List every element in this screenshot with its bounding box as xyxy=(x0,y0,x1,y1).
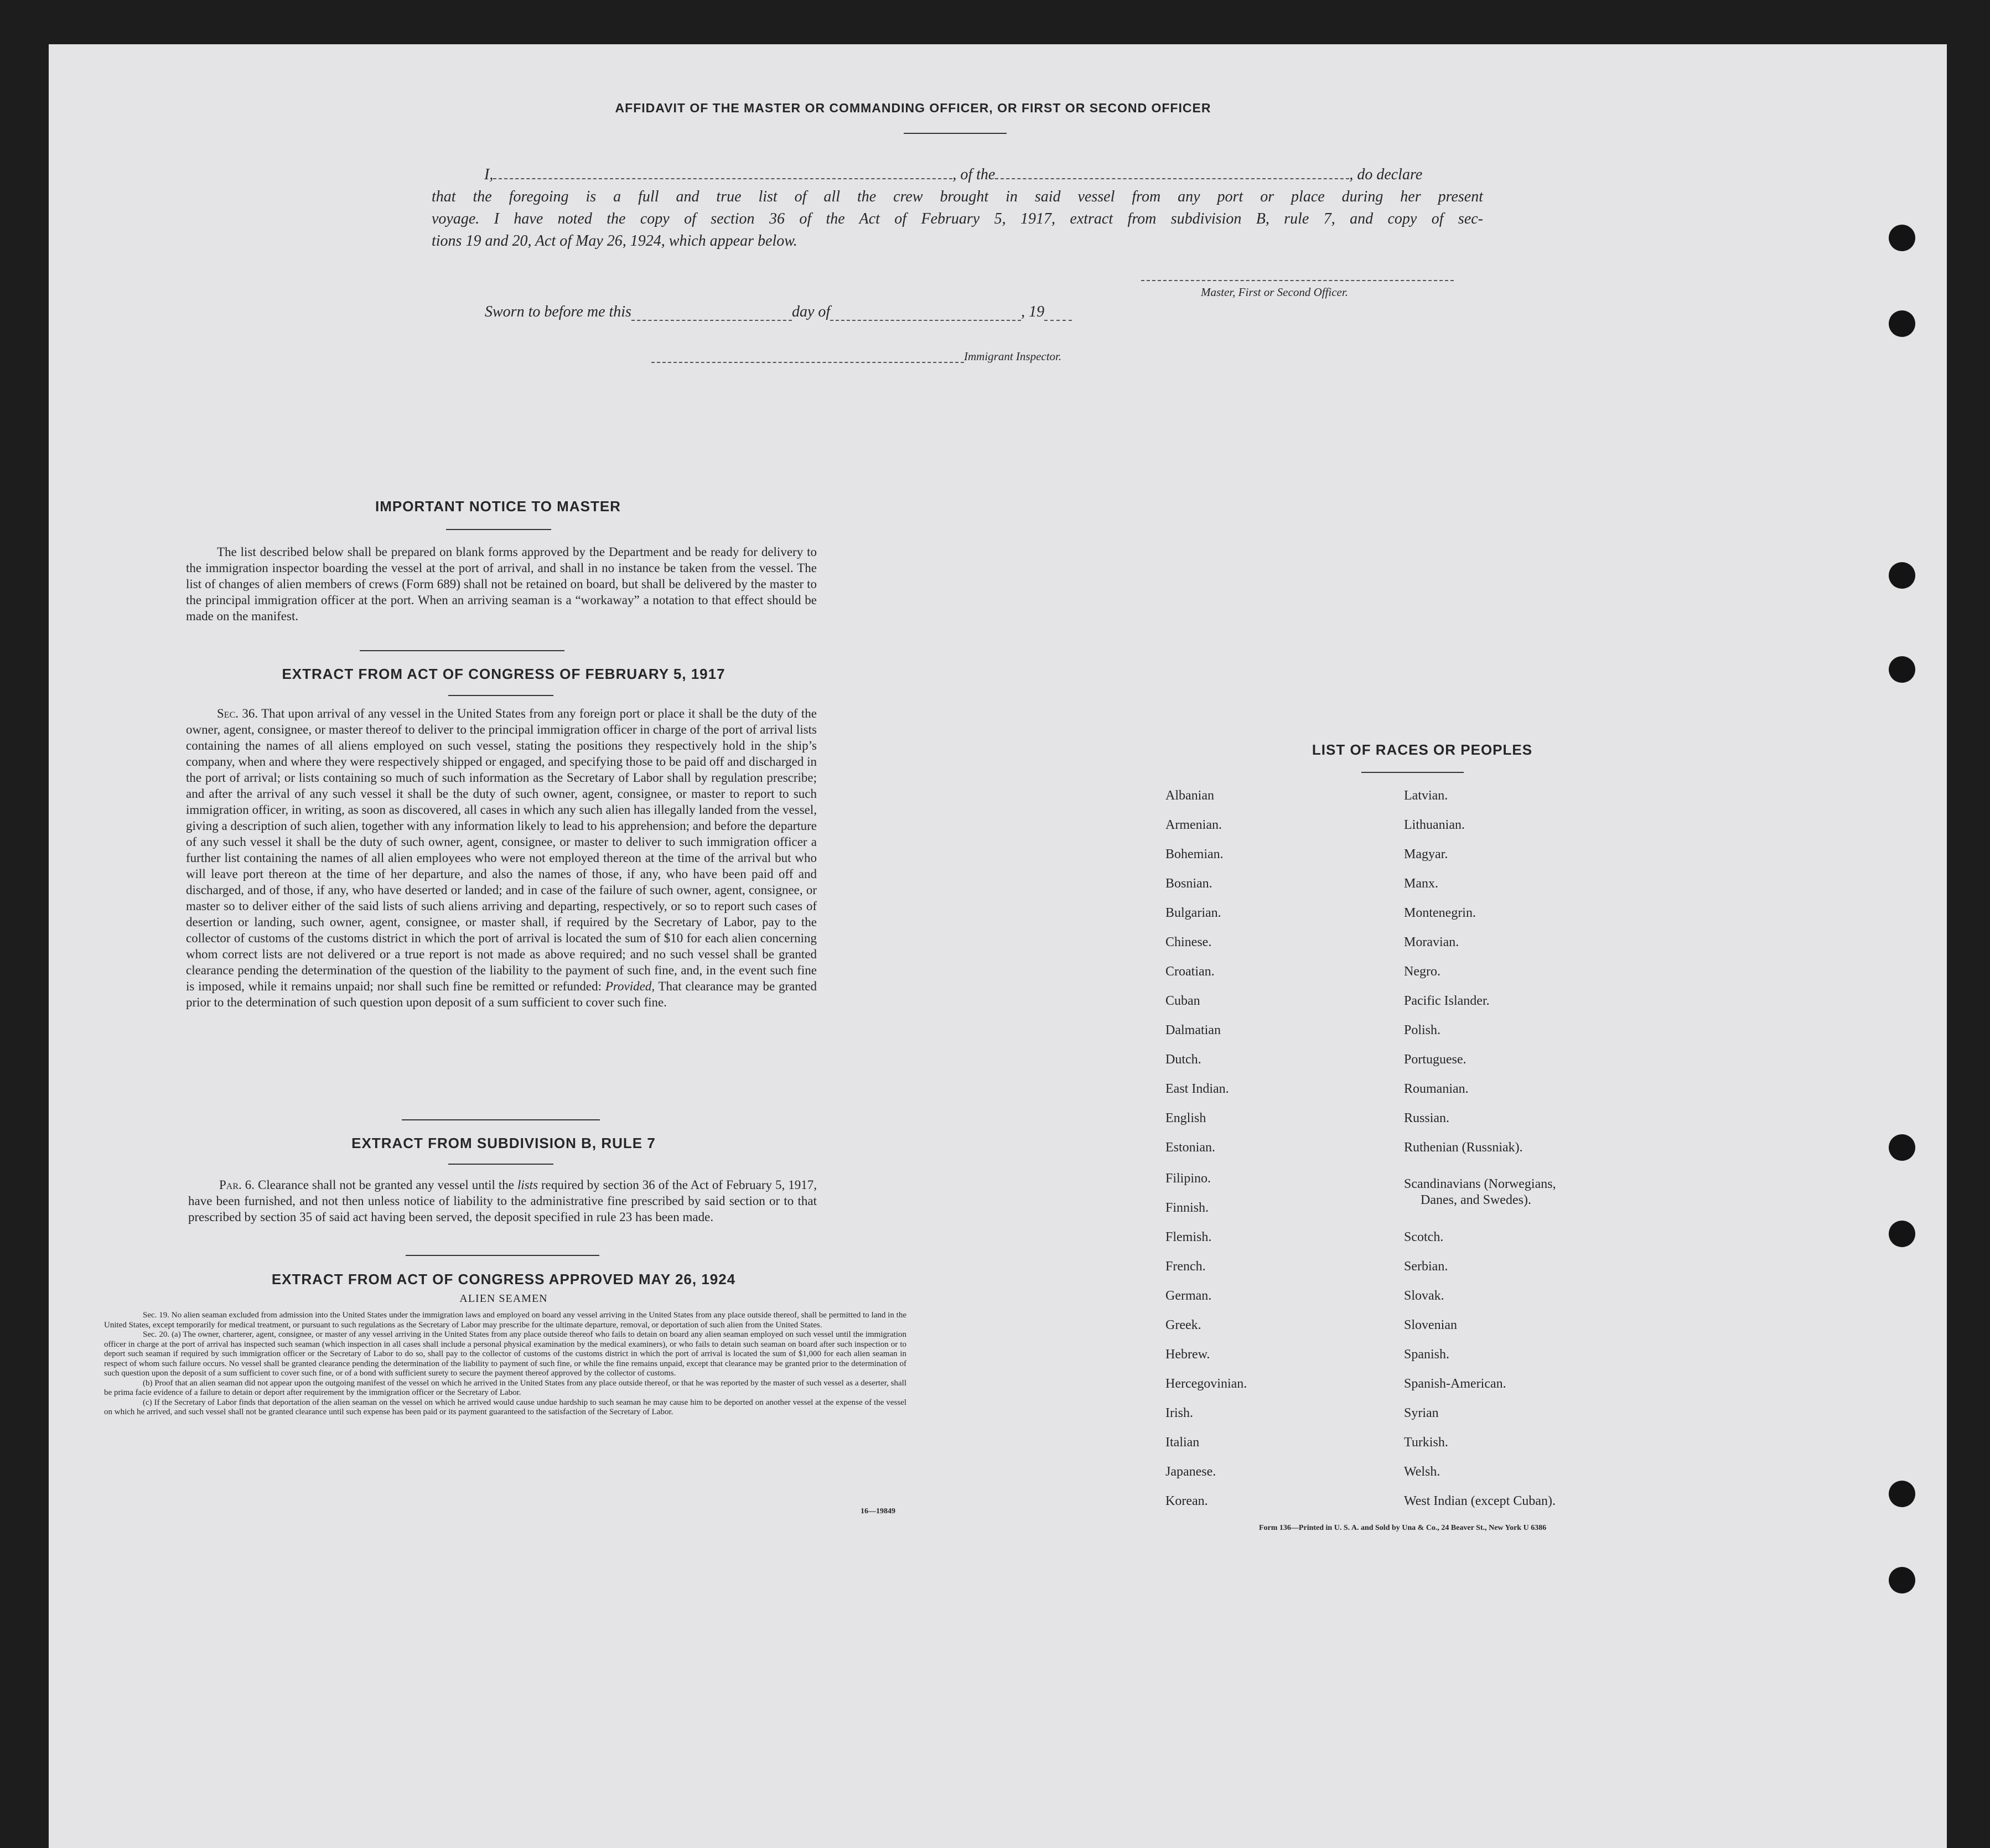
race-item: Russian. xyxy=(1404,1111,1450,1125)
race-item: Cuban xyxy=(1165,994,1200,1008)
alien-seamen-subtitle: ALIEN SEAMEN xyxy=(459,1292,548,1305)
binding-hole xyxy=(1889,562,1915,589)
binding-hole xyxy=(1889,310,1915,337)
race-item: Slovak. xyxy=(1404,1289,1444,1303)
race-item: German. xyxy=(1165,1289,1212,1303)
form-code: 16—19849 xyxy=(861,1507,895,1515)
race-item: Pacific Islander. xyxy=(1404,994,1490,1008)
race-item: Syrian xyxy=(1404,1406,1439,1420)
race-item: Filipino. xyxy=(1165,1171,1211,1186)
day-of-label: day of xyxy=(791,303,831,320)
race-item: Spanish. xyxy=(1404,1347,1450,1362)
race-item: Bulgarian. xyxy=(1165,906,1221,920)
inspector-label: Immigrant Inspector. xyxy=(964,350,1062,363)
race-item: Montenegrin. xyxy=(1404,906,1476,920)
affidavit-declaration xyxy=(432,164,1483,252)
race-item: Scotch. xyxy=(1404,1230,1444,1244)
race-item: Latvian. xyxy=(1404,788,1448,803)
race-item: Hebrew. xyxy=(1165,1347,1210,1362)
race-item: Italian xyxy=(1165,1435,1200,1450)
race-item: Greek. xyxy=(1165,1318,1201,1332)
section-20a-text: Sec. 20. (a) The owner, charterer, agent, consignee, or master of any vessel arriving in the United States from any place outside thereof who fails to detain on board any alien seaman employed on such vessel until the immigration officer in charge at the port of arrival has inspected such seaman (which inspection in all cases shall include a personal physical examination by the medical examiners), or who fails to detain such seaman on board after such inspection or to deport such seaman if required by such immigration officer or the Secretary of Labor to do so, shall pay to the collector of customs of the customs district in which the port of arrival is located the sum of $1,000 for each alien seaman in respect of whom such failure occurs. No vessel shall be granted clearance pending the determination of the liability to payment of such fine, or while the fine remains unpaid, except that clearance may be granted prior to the determination of such question upon the deposit of a sum sufficient to cover such fine, or of a bond with sufficient surety to secure the payment thereof approved by the collector of customs. xyxy=(104,1330,906,1378)
race-item: Polish. xyxy=(1404,1023,1441,1037)
paragraph-6-label: Par. 6. xyxy=(219,1178,255,1192)
race-item: Slovenian xyxy=(1404,1318,1457,1332)
race-item: Spanish-American. xyxy=(1404,1377,1506,1391)
race-item: Moravian. xyxy=(1404,935,1459,949)
affidavit-line4: tions 19 and 20, Act of May 26, 1924, which appear below. xyxy=(432,232,797,250)
race-item-continued: Danes, and Swedes). xyxy=(1421,1193,1531,1207)
divider xyxy=(448,1164,553,1165)
race-item: Roumanian. xyxy=(1404,1082,1469,1096)
affidavit-line3: voyage. I have noted the copy of section 36 of the Act of February 5, 1917, extract from subdivision B, rule 7, and copy of sec- xyxy=(432,210,1483,227)
race-item: Irish. xyxy=(1165,1406,1193,1420)
race-item: Chinese. xyxy=(1165,935,1212,949)
extract-1924-body xyxy=(104,1311,906,1418)
race-item: French. xyxy=(1165,1259,1206,1274)
affidavit-i: I, xyxy=(484,166,494,183)
race-item: Negro. xyxy=(1404,964,1440,979)
divider xyxy=(1361,772,1464,773)
paragraph-6-part-b: required by section 36 of the Act of February 5, 1917, have been furnished, and not then unless notice of liability to the administrative fine prescribed by said section or to that prescribed by section 35 of said act having been served, the deposit specified in rule 23 has been made. xyxy=(188,1178,817,1224)
race-item: Hercegovinian. xyxy=(1165,1377,1247,1391)
binding-hole xyxy=(1889,656,1915,683)
section-36-end: That clearance may be granted prior to the determination of such question upon deposit of a sum sufficient to cover such fine. xyxy=(186,979,817,1009)
race-item: Finnish. xyxy=(1165,1201,1209,1215)
race-item: Welsh. xyxy=(1404,1465,1440,1479)
binding-hole xyxy=(1889,1481,1915,1507)
divider xyxy=(448,695,553,696)
subdivision-title: EXTRACT FROM SUBDIVISION B, RULE 7 xyxy=(351,1135,656,1151)
section-36-label: Sec. 36. xyxy=(217,707,258,720)
divider xyxy=(904,133,1007,134)
divider xyxy=(360,650,564,651)
affidavit-of-the: , of the xyxy=(952,166,996,183)
race-item: Flemish. xyxy=(1165,1230,1212,1244)
sworn-label: Sworn to before me this xyxy=(485,303,631,320)
race-item: Scandinavians (Norwegians, xyxy=(1404,1177,1556,1191)
binding-hole xyxy=(1889,1134,1915,1161)
provided-word: Provided, xyxy=(605,979,655,993)
divider xyxy=(406,1255,599,1256)
race-item: Estonian. xyxy=(1165,1140,1215,1155)
master-signature-label: Master, First or Second Officer. xyxy=(1201,285,1348,299)
affidavit-title: AFFIDAVIT OF THE MASTER OR COMMANDING OFFICER, OR FIRST OR SECOND OFFICER xyxy=(615,101,1211,115)
notice-title: IMPORTANT NOTICE TO MASTER xyxy=(375,498,621,515)
extract-1917-title: EXTRACT FROM ACT OF CONGRESS OF FEBRUARY 5, 1917 xyxy=(282,666,725,682)
divider xyxy=(402,1119,600,1120)
race-item: English xyxy=(1165,1111,1206,1125)
race-item: Dutch. xyxy=(1165,1052,1201,1067)
affidavit-line2: that the foregoing is a full and true list of all the crew brought in said vessel from any port or place during her present xyxy=(432,188,1483,205)
paragraph-6-part-a: Clearance shall not be granted any vessel until the xyxy=(257,1178,514,1192)
race-item: West Indian (except Cuban). xyxy=(1404,1494,1556,1508)
inspector-signature-line[interactable] xyxy=(651,362,964,363)
race-item: Croatian. xyxy=(1165,964,1215,979)
race-item: Manx. xyxy=(1404,876,1438,891)
race-item: Lithuanian. xyxy=(1404,818,1465,832)
race-item: Albanian xyxy=(1165,788,1214,803)
notice-text: The list described below shall be prepared on blank forms approved by the Department and be ready for delivery to the immigration inspector boarding the vessel at the port of arrival, and shall in no instance be taken from the vessel. The list of changes of alien members of crews (Form 689) shall not be retained on board, but shall be delivered by the master to the principal immigration officer at the port. When an arriving seaman is a “workaway” a notation to that effect should be made on the manifest. xyxy=(186,545,817,623)
race-item: Dalmatian xyxy=(1165,1023,1221,1037)
sworn-line xyxy=(485,303,1072,321)
sworn-year-blank[interactable] xyxy=(1044,307,1072,321)
sworn-day-blank[interactable] xyxy=(631,307,792,321)
binding-hole xyxy=(1889,1567,1915,1593)
section-36-text xyxy=(186,705,817,1010)
year-label: , 19 xyxy=(1021,303,1045,320)
section-36-body: That upon arrival of any vessel in the United States from any foreign port or place it shall be the duty of the owner, agent, consignee, or master thereof to deliver to the principal immigration officer in charge of the port of arrival lists containing the names of all aliens employed on such vessel, stating the positions they respectively hold in the ship’s company, when and where they were respectively shipped or engaged, and specifying those to be paid off and discharged in the port of arrival; or lists containing so much of such information as the Secretary of Labor shall by regulation prescribe; and after the arrival of any such vessel it shall be the duty of such owner, agent, consignee, or master to report to such immigration officer, in writing, as soon as discovered, all cases in which any such alien has illegally landed from the vessel, giving a description of such alien, together with any information likely to lead to his apprehension; and before the departure of any such vessel it shall be the duty of such owner, agent, consignee, or master to deliver to such immigration officer a further list containing the names of all alien employees who were not employed thereon at the time of the arrival but who will leave port thereon at the time of her departure, and also the names of those, if any, who have been paid off and discharged, and of those, if any, who have deserted or landed; and in case of the failure of such owner, agent, consignee, or master so to deliver either of the said lists of such aliens arriving and departing, respectively, or so to report such cases of desertion or landing, such owner, agent, consignee, or master shall, if required by the Secretary of Labor, pay to the collector of customs of the customs district in which the port of arrival is located the sum of $10 for each alien concerning whom correct lists are not delivered or a true report is not made as above required; and no such vessel shall be granted clearance pending the determination of the question of the liability to the payment of such fine, and, in the event such fine is imposed, while it remains unpaid; nor shall such fine be remitted or refunded: xyxy=(186,707,817,993)
extract-1924-title: EXTRACT FROM ACT OF CONGRESS APPROVED MAY 26, 1924 xyxy=(271,1271,736,1288)
races-title: LIST OF RACES OR PEOPLES xyxy=(1312,741,1533,758)
race-item: Bohemian. xyxy=(1165,847,1224,861)
name-blank-field[interactable] xyxy=(493,164,952,179)
race-item: Japanese. xyxy=(1165,1465,1216,1479)
vessel-blank-field[interactable] xyxy=(995,164,1349,179)
race-item: Armenian. xyxy=(1165,818,1222,832)
section-20c-text: (c) If the Secretary of Labor finds that deportation of the alien seaman on the vessel on which he arrived would cause undue hardship to such seaman he may cause him to be deported on another vessel at the expense of the vessel on which he arrived, and such vessel shall not be granted clearance until such expense has been paid or its payment guaranteed to the satisfaction of the Secretary of Labor. xyxy=(104,1398,906,1416)
section-20b-text: (b) Proof that an alien seaman did not appear upon the outgoing manifest of the vessel on which he arrived in the United States from any place outside thereof, or that he was reported by the master of such vessel as a deserter, shall be prima facie evidence of a failure to detain or deport after requirement by the immigration officer or the Secretary of Labor. xyxy=(104,1378,906,1397)
divider xyxy=(446,529,551,530)
lists-word: lists xyxy=(517,1178,538,1192)
race-item: Serbian. xyxy=(1404,1259,1448,1274)
race-item: Turkish. xyxy=(1404,1435,1448,1450)
race-item: Korean. xyxy=(1165,1494,1208,1508)
affidavit-declare: , do declare xyxy=(1349,166,1423,183)
race-item: Portuguese. xyxy=(1404,1052,1466,1067)
section-19-text: Sec. 19. No alien seaman excluded from admission into the United States under the immigration laws and employed on board any vessel arriving in the United States from any place outside thereof, shall be permitted to land in the United States, except temporarily for medical treatment, or pursuant to such regulations as the Secretary of Labor may prescribe for the ultimate departure, removal, or deportation of such alien from the United States. xyxy=(104,1311,906,1330)
race-item: East Indian. xyxy=(1165,1082,1229,1096)
master-signature-line[interactable] xyxy=(1141,280,1454,281)
binding-hole xyxy=(1889,1221,1915,1247)
race-item: Bosnian. xyxy=(1165,876,1212,891)
binding-hole xyxy=(1889,225,1915,251)
race-item: Magyar. xyxy=(1404,847,1448,861)
paragraph-6-text xyxy=(188,1177,817,1225)
printer-footer: Form 136—Printed in U. S. A. and Sold by Una & Co., 24 Beaver St., New York U 6386 xyxy=(1259,1524,1547,1532)
race-item: Ruthenian (Russniak). xyxy=(1404,1140,1523,1155)
sworn-month-blank[interactable] xyxy=(830,307,1021,321)
